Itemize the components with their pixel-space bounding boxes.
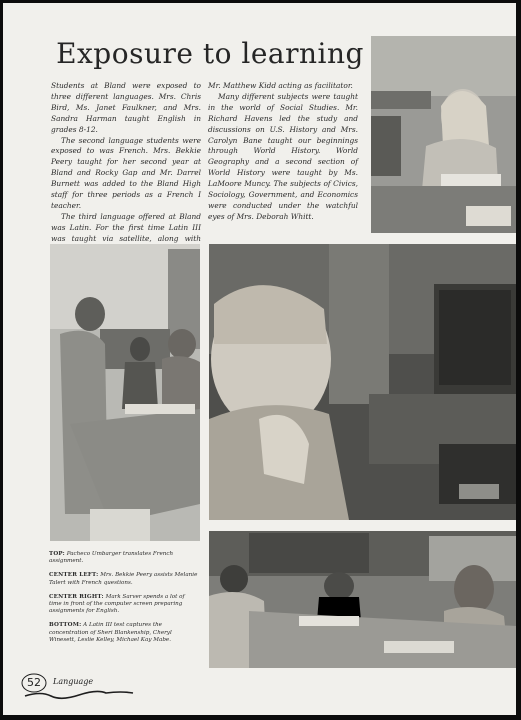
photo-bottom-latin-test (209, 531, 516, 668)
photo-center-right-computer (209, 244, 516, 520)
caption-label: BOTTOM: (49, 622, 82, 629)
caption-label: TOP: (49, 551, 65, 557)
caption-center-left (49, 572, 199, 586)
body-column-left (51, 81, 201, 256)
page-folio (21, 669, 141, 703)
caption-text: Mrs. Bekkie Peery assists Melanie Talert with French questions. (49, 572, 198, 586)
page-number: 52 (27, 676, 41, 689)
photo-center-left-teacher-assist (50, 244, 200, 541)
section-name: Language (53, 677, 94, 686)
caption-label: CENTER RIGHT: (49, 593, 104, 600)
body-paragraph: Mr. Matthew Kidd acting as facilitator. (208, 81, 353, 90)
caption-text: A Latin III test captures the concentration of Sheri Blankenship, Cheryl Winesett, Leslie Kelley, Michael Kay Mabe. (49, 622, 172, 643)
yearbook-page (3, 3, 516, 715)
body-paragraph: The second language students were exposed to was French. Mrs. Bekkie Peery taught for her second year at Bland and Rocky Gap and Mr. Darrel Burnett was added to the Bland High staff for three periods as a French I teacher. (51, 135, 201, 210)
body-paragraph: Students at Bland were exposed to three different languages. Mrs. Chris Bird, Ms. Janet Faulkner, and Mrs. Sandra Harman taught English in grades 8-12. (51, 81, 201, 134)
caption-bottom (49, 622, 199, 644)
caption-top (49, 551, 199, 565)
body-paragraph: The third language offered at Bland was Latin. For the first time Latin III was taught via satellite, along with (51, 211, 201, 243)
body-column-right (208, 81, 358, 223)
page-title: Exposure to learning (56, 37, 364, 70)
caption-center-right (49, 594, 199, 616)
photo-captions (49, 551, 199, 651)
caption-label: CENTER LEFT: (49, 572, 99, 579)
photo-top-student-writing (371, 36, 516, 233)
body-paragraph: Many different subjects were taught in the world of Social Studies. Mr. Richard Havens led the study and discussions on U.S. History and Mrs. Carolyn Bane taught our beginnings through World History. World Geography and a second section of World History were taught by Ms. LaMoore Muncy. The subjects of Civics, Sociology, Government, and Economics were conducted under the watchful eyes of Mrs. Deborah Whitt. (208, 91, 358, 221)
caption-text: Mark Sarver spends a lot of time in front of the computer screen preparing assignments for English. (49, 593, 185, 615)
caption-text: Pacheco Umbarger translates French assignment. (49, 551, 174, 565)
